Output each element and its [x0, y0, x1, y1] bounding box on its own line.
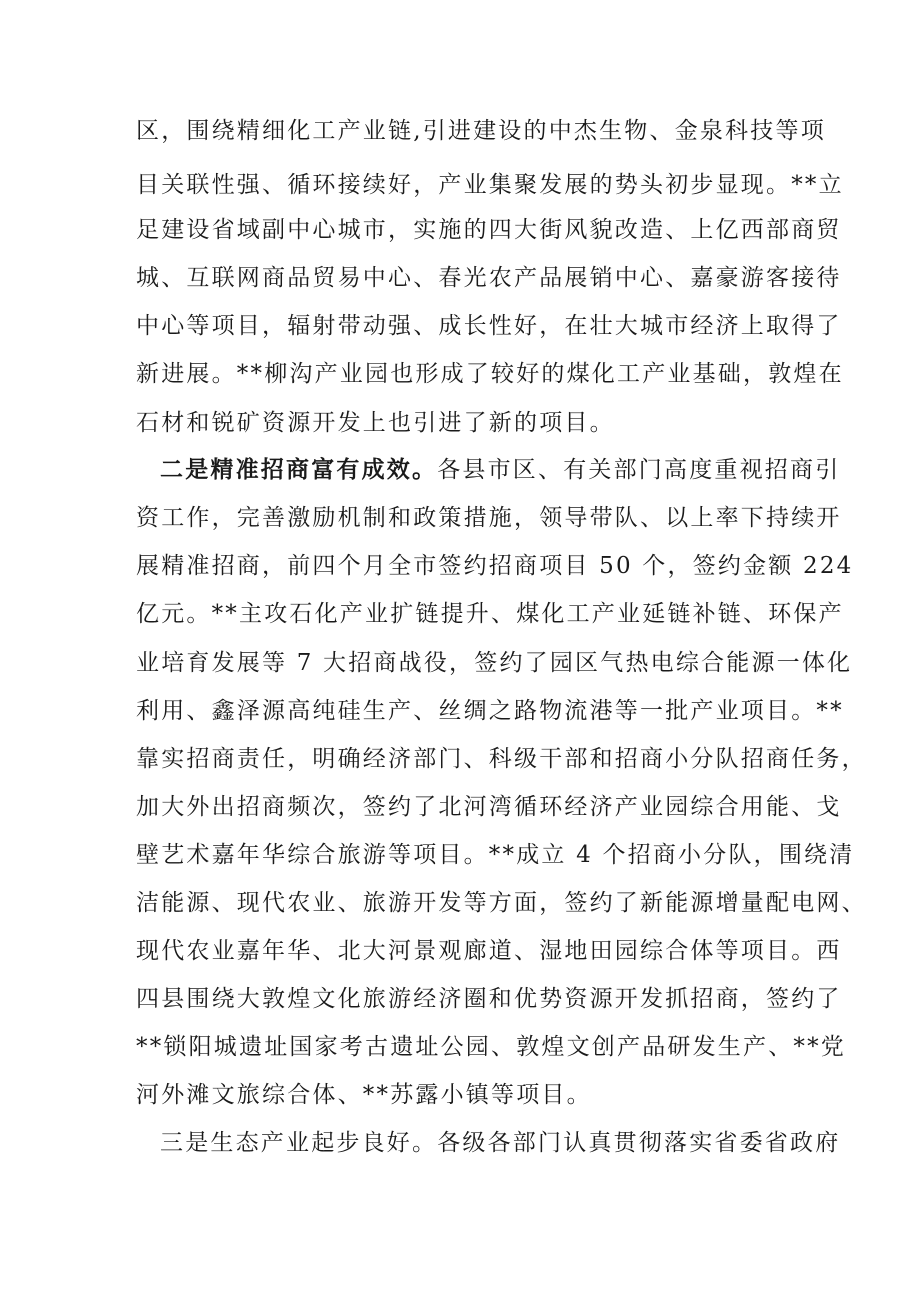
paragraph-2-line-11: 现代农业嘉年华、北大河景观廊道、湿地田园综合体等项目。西 — [136, 938, 842, 964]
paragraph-2-line-9: 壁艺术嘉年华综合旅游等项目。**成立 4 个招商小分队，围绕清 — [136, 842, 855, 868]
paragraph-3-line-1: 三是生态产业起步良好。各级各部门认真贯彻落实省委省政府 — [160, 1130, 841, 1156]
paragraph-1-line-3: 足建设省域副中心城市，实施的四大街风貌改造、上亿西部商贸 — [136, 217, 842, 243]
paragraph-2-line-2: 资工作，完善激励机制和政策措施，领导带队、以上率下持续开 — [136, 505, 842, 531]
paragraph-2-line-8: 加大外出招商频次，签约了北河湾循环经济产业园综合用能、戈 — [136, 794, 842, 820]
paragraph-2-line-12: 四县围绕大敦煌文化旅游经济圈和优势资源开发抓招商，签约了 — [136, 986, 842, 1012]
paragraph-1-line-1: 区，围绕精细化工产业链,引进建设的中杰生物、金泉科技等项 — [136, 118, 826, 144]
paragraph-2-line-13: **锁阳城遗址国家考古遗址公园、敦煌文创产品研发生产、**党 — [136, 1034, 846, 1060]
paragraph-2-line-10: 洁能源、现代农业、旅游开发等方面，签约了新能源增量配电网、 — [136, 890, 867, 916]
paragraph-2-line-1 — [160, 450, 840, 490]
paragraph-1-line-6: 新进展。**柳沟产业园也形成了较好的煤化工产业基础，敦煌在 — [136, 361, 844, 387]
paragraph-2-line-7: 靠实招商责任，明确经济部门、科级干部和招商小分队招商任务， — [136, 746, 867, 772]
paragraph-2-line-3: 展精准招商，前四个月全市签约招商项目 50 个，签约金额 224 — [136, 553, 854, 579]
paragraph-2-line-1-text: 各县市区、有关部门高度重视招商引 — [437, 457, 841, 483]
paragraph-1-line-7: 石材和锐矿资源开发上也引进了新的项目。 — [136, 410, 615, 436]
paragraph-1-line-5: 中心等项目，辐射带动强、成长性好，在壮大城市经济上取得了 — [136, 313, 842, 339]
paragraph-2-line-5: 业培育发展等 7 大招商战役，签约了园区气热电综合能源一体化 — [136, 650, 853, 676]
paragraph-2-heading: 二是精准招商富有成效。 — [160, 456, 438, 483]
paragraph-1-line-2: 目关联性强、循环接续好，产业集聚发展的势头初步显现。**立 — [136, 172, 844, 198]
paragraph-2-line-6: 利用、鑫泽源高纯硅生产、丝绸之路物流港等一批产业项目。** — [136, 698, 844, 724]
paragraph-2-line-14: 河外滩文旅综合体、**苏露小镇等项目。 — [136, 1082, 592, 1108]
paragraph-2-line-4: 亿元。**主攻石化产业扩链提升、煤化工产业延链补链、环保产 — [136, 601, 844, 627]
paragraph-1-line-4: 城、互联网商品贸易中心、春光农产品展销中心、嘉豪游客接待 — [136, 265, 842, 291]
